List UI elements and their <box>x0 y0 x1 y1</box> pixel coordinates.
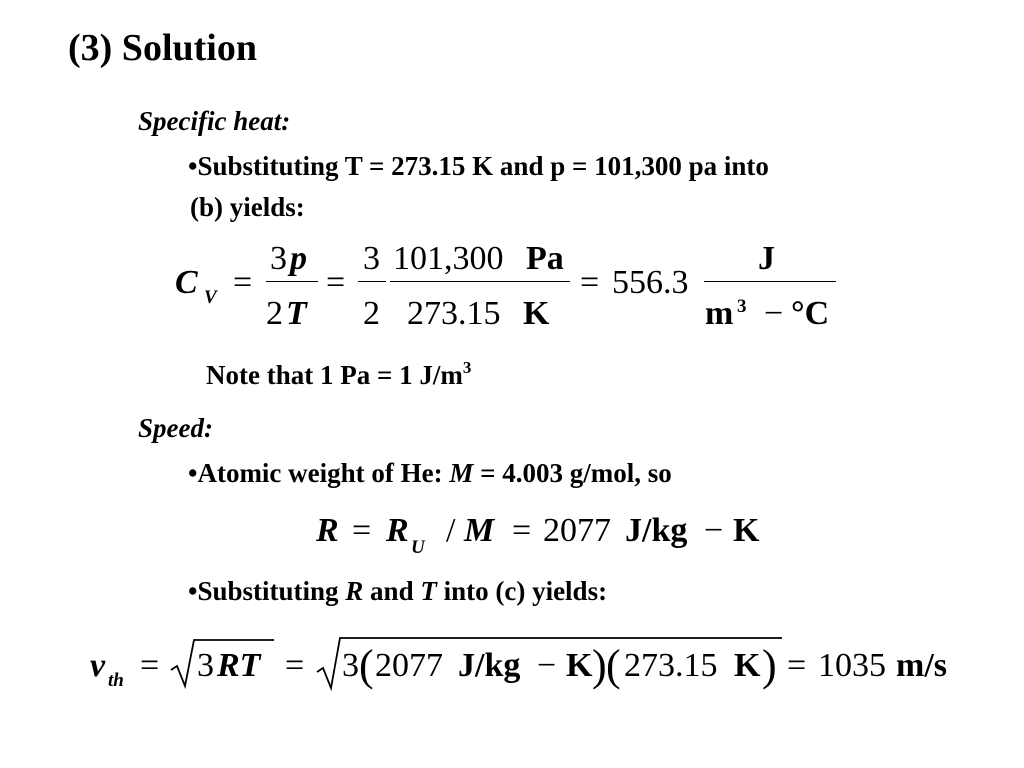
speed-heading: Speed: <box>138 413 213 443</box>
r-value: 2077 <box>543 512 611 549</box>
rt-product: RT <box>217 647 261 684</box>
temperature-value: 273.15 <box>624 647 718 684</box>
equals-sign: = <box>233 264 253 301</box>
unit-exponent: 3 <box>737 296 747 317</box>
temperature-value: 273.15 <box>407 295 501 332</box>
ru-subscript: U <box>411 537 425 558</box>
speed-unit: m/s <box>896 647 947 684</box>
note-text: Note that 1 Pa = 1 J/m <box>206 360 463 390</box>
speed-result: 1035 <box>818 647 886 684</box>
equals-sign: = <box>326 264 346 301</box>
bullet1-text-a: •Atomic weight of He: <box>188 458 450 488</box>
temperature-unit: K <box>523 295 550 332</box>
unit-denominator-m: m <box>705 295 734 332</box>
right-paren: ) <box>762 641 777 690</box>
pressure-value: 101,300 <box>393 240 504 277</box>
right-paren: ) <box>592 641 607 690</box>
bullet2-text-b: and <box>363 576 421 606</box>
minus-sign: − <box>764 295 784 332</box>
equals-sign: = <box>580 264 600 301</box>
r-symbol: R <box>316 512 339 549</box>
minus-sign: − <box>537 647 557 684</box>
v-subscript: th <box>108 670 124 691</box>
bullet1-text-b: = 4.003 g/mol, so <box>473 458 672 488</box>
sqrt-coefficient: 3 <box>197 647 214 684</box>
equals-sign: = <box>512 512 532 549</box>
m-symbol: M <box>464 512 495 549</box>
denominator-T: T <box>286 295 307 332</box>
denominator-2: 2 <box>266 295 283 332</box>
fraction-bar <box>390 281 570 282</box>
ru-symbol: R <box>386 512 409 549</box>
speed-bullet2 <box>188 576 607 607</box>
r-unit: J/kg <box>458 647 521 684</box>
numerator-p: p <box>290 240 307 277</box>
specific-heat-bullet-line2: (b) yields: <box>190 192 305 222</box>
r-unit: J/kg <box>625 512 688 549</box>
equals-sign: = <box>352 512 372 549</box>
unit-note <box>206 360 471 391</box>
cv-result: 556.3 <box>612 264 689 301</box>
v-symbol: v <box>90 647 106 684</box>
equals-sign: = <box>787 647 807 684</box>
speed-bullet1 <box>188 458 672 489</box>
equals-sign: = <box>140 647 160 684</box>
specific-heat-bullet-line1: •Substituting T = 273.15 K and p = 101,300 pa into <box>188 151 769 181</box>
left-paren: ( <box>359 641 374 690</box>
bullet1-var-M: M <box>449 458 474 488</box>
bullet2-var-T: T <box>420 576 437 606</box>
bullet2-text-c: into (c) yields: <box>436 576 608 606</box>
unit-numerator: J <box>758 240 775 277</box>
page-title: (3) Solution <box>68 27 257 69</box>
specific-heat-heading: Specific heat: <box>138 106 291 136</box>
fraction-bar <box>266 281 318 282</box>
temperature-unit: K <box>734 647 761 684</box>
r-unit-k: K <box>733 512 760 549</box>
slash: / <box>446 512 456 549</box>
fraction-bar <box>358 281 386 282</box>
fraction-bar <box>704 281 836 282</box>
cv-subscript: V <box>204 287 217 308</box>
r-unit-k: K <box>566 647 593 684</box>
note-exponent: 3 <box>462 358 472 377</box>
denominator-2: 2 <box>363 295 380 332</box>
left-paren: ( <box>606 641 621 690</box>
sqrt-coefficient: 3 <box>342 647 359 684</box>
numerator-3: 3 <box>270 240 287 277</box>
bullet2-text-a: •Substituting <box>188 576 346 606</box>
numerator-3: 3 <box>363 240 380 277</box>
cv-symbol: C <box>175 264 198 301</box>
r-value: 2077 <box>375 647 443 684</box>
pressure-unit: Pa <box>526 240 564 277</box>
equals-sign: = <box>285 647 305 684</box>
minus-sign: − <box>704 512 724 549</box>
bullet2-var-R: R <box>345 576 364 606</box>
unit-denominator-celsius: °C <box>791 295 830 332</box>
